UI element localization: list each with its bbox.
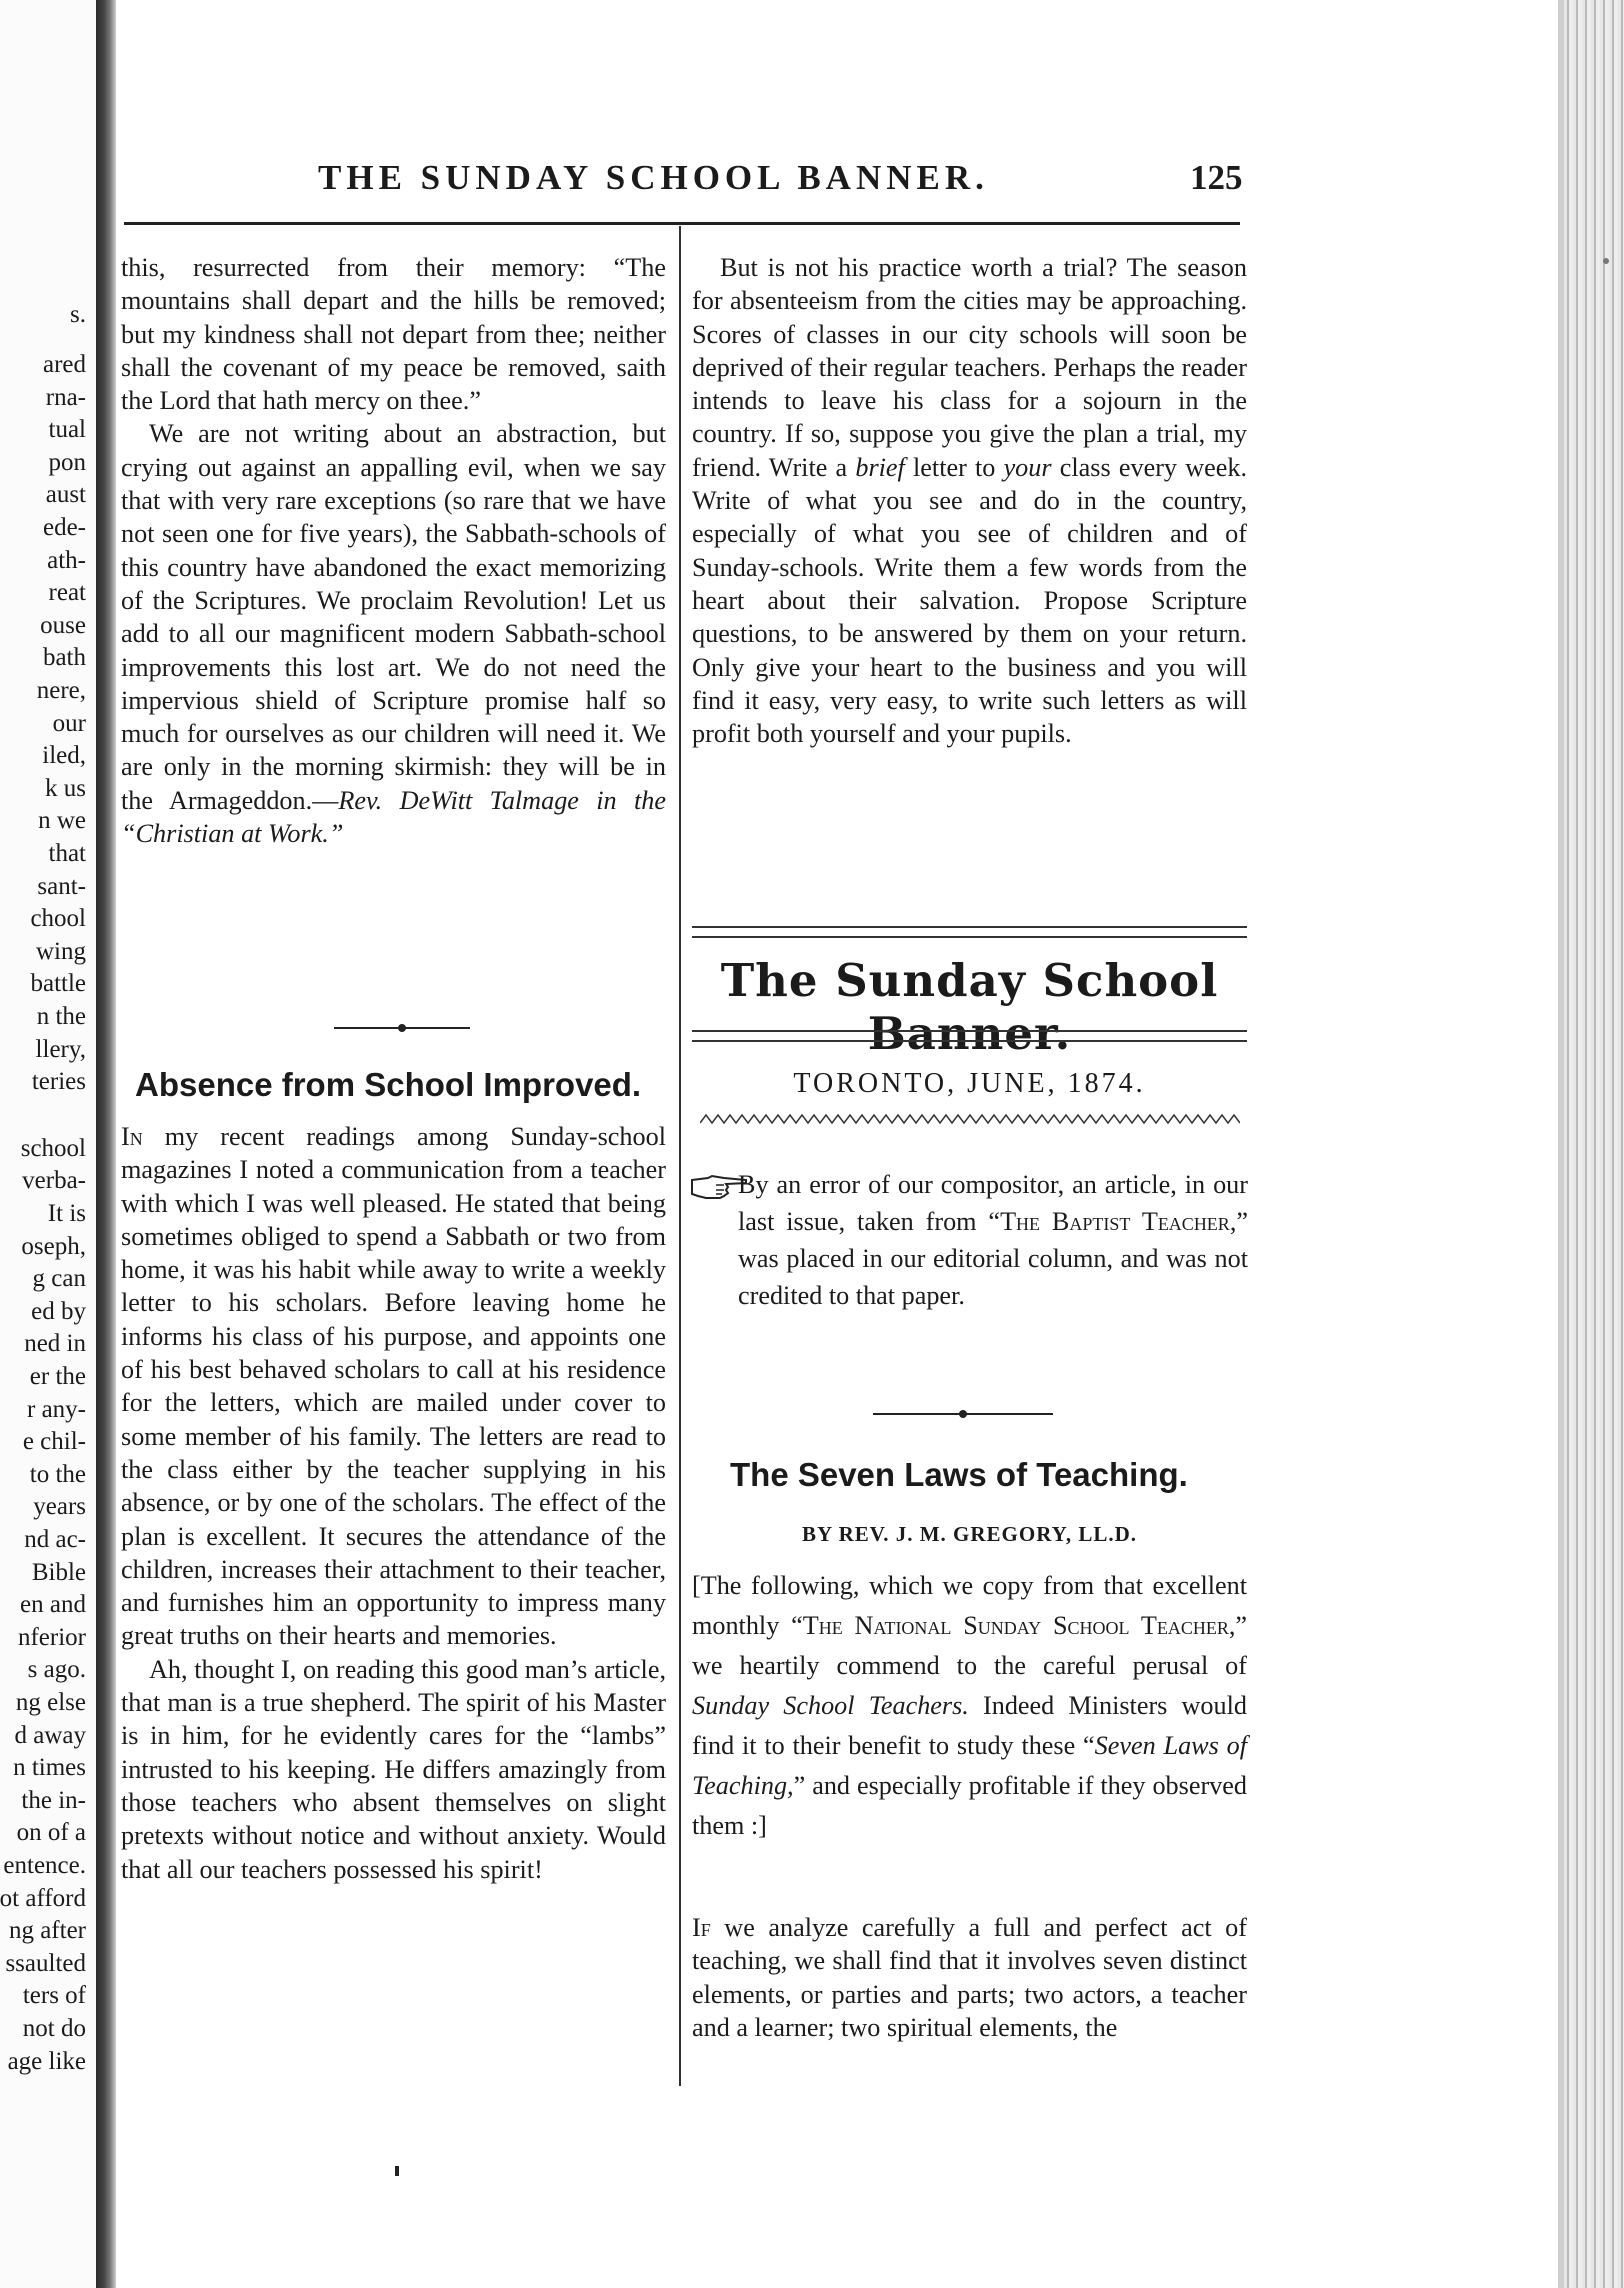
wavy-rule	[700, 1112, 1240, 1126]
facing-page-fragment: reat	[48, 579, 86, 607]
absence-section-title: Absence from School Improved.	[135, 1066, 642, 1103]
facing-page-fragment: sant-	[37, 872, 86, 900]
ink-speck	[395, 2166, 399, 2176]
facing-page-fragment: years	[33, 1493, 86, 1521]
facing-page-fragment: It is	[47, 1200, 86, 1227]
drop-initial: In	[121, 1122, 143, 1151]
practice-paragraph: But is not his practice worth a trial? The season for absenteeism from the cities may be approaching. Scores of classes in our city schools will soon be deprived of their regular teachers. Perhaps the reader intends to leave his class for a sojourn in the country. If so, suppose you give the plan a trial, my friend. Write a brief letter to your class every week. Write of what you see and do in the country, especially of what you see of children and of Sunday-schools. Write them a few words from the heart about their salvation. Propose Scripture questions, to be answered by them on your return. Only give your heart to the business and you will find it easy, very easy, to write such letters as will profit both yourself and your pupils.	[692, 253, 1247, 749]
facing-page-fragment: ath-	[47, 546, 86, 574]
facing-page-fragment: llery,	[35, 1035, 86, 1063]
facing-page-fragment: ng after	[8, 1917, 86, 1945]
masthead: The Sunday School Banner.	[720, 954, 1219, 1060]
facing-page-fragment: bath	[42, 644, 86, 672]
seven-laws-title: The Seven Laws of Teaching.	[730, 1456, 1188, 1493]
absence-paragraph-1: In my recent readings among Sunday-school magazines I noted a communication from a teacher with which I was well pleased. He stated that being sometimes obliged to spend a Sabbath or two from home, it was his habit while away to write a weekly letter to his scholars. Before leaving home he informs his class of his purpose, and appoints one of his best behaved scholars to call at his residence for the letters, which are mailed under cover to some member of his family. The letters are read to the class either by the teacher supplying in his absence, or by one of the scholars. The effect of the plan is excellent. It secures the attendance of the children, increases their attachment to their teacher, and furnishes him an opportunity to impress many great truths on their hearts and memories.	[121, 1122, 666, 1651]
facing-page-fragment: n the	[36, 1003, 86, 1030]
facing-page-fragment: teries	[31, 1068, 86, 1096]
facing-page-fragment: tual	[48, 416, 86, 444]
page-number: 125	[1190, 158, 1243, 197]
facing-page-fragment: ters of	[22, 1982, 86, 2010]
facing-page-fragment: ouse	[40, 611, 86, 639]
page-edges	[1564, 0, 1624, 2288]
facing-page-fragment: ned in	[24, 1330, 86, 1358]
section-divider	[334, 1023, 470, 1033]
facing-page-fragment: aust	[45, 481, 86, 509]
facing-page-fragment: ot afford	[0, 1884, 86, 1912]
facing-page-fragment: verba-	[22, 1167, 86, 1195]
facing-page-fragment: wing	[36, 937, 86, 965]
book-binding	[96, 0, 116, 2288]
byline: BY REV. J. M. GREGORY, LL.D.	[801, 1522, 1138, 1546]
facing-page-fragment: chool	[30, 905, 86, 933]
facing-page-fragment: n we	[38, 807, 86, 835]
continued-article	[121, 251, 666, 850]
facing-page-fragment: s ago.	[27, 1656, 86, 1684]
facing-page-fragment: not do	[22, 2015, 86, 2042]
continuation-paragraph: this, resurrected from their memory: “The mountains shall depart and the hills be removed; but my kindness shall not depart from thee; neither shall the covenant of my peace be removed, saith the Lord that hath mercy on thee.”	[121, 253, 666, 416]
facing-page-fragment: ssaulted	[5, 1949, 86, 1977]
facing-page-strip	[0, 0, 96, 2288]
editor-introduction: [The following, which we copy from that excellent monthly “The National Sunday School Teacher,” we heartily commend to the careful perusal of Sunday School Teachers. Indeed Ministers would find it to their benefit to study these “Seven Laws of Teaching,” and especially profitable if they observed them :]	[692, 1571, 1247, 1840]
absence-article	[121, 1120, 666, 1886]
facing-page-fragment: s.	[70, 301, 86, 328]
facing-page-fragment: nferior	[17, 1623, 86, 1651]
facing-page-fragment: d away	[14, 1721, 86, 1749]
ink-speck	[1603, 258, 1609, 264]
facing-page-fragment: en and	[20, 1591, 86, 1619]
dateline: TORONTO, JUNE, 1874.	[793, 1068, 1146, 1099]
facing-page-fragment: to the	[29, 1460, 86, 1488]
talmage-paragraph	[121, 417, 666, 850]
facing-page-fragment: pon	[48, 448, 86, 476]
absence-paragraph-2: Ah, thought I, on reading this good man’s article, that man is a true shepherd. The spirit of his Master is in him, for he evidently cares for the “lambs” intrusted to his keeping. He differs amazingly from those teachers who absent themselves on slight pretexts without notice and without anxiety. Would that all our teachers possessed his spirit!	[121, 1654, 666, 1884]
section-divider	[873, 1409, 1053, 1419]
facing-page-fragment: that	[48, 840, 86, 867]
running-header: THE SUNDAY SCHOOL BANNER.	[318, 158, 989, 197]
column-rule	[679, 226, 681, 2086]
talmage-text: We are not writing about an abstraction, but crying out against an appalling evil, when we say that with very rare exceptions (so rare that we have not seen one for five years), the Sabbath-schools of this country have abandoned the exact memorizing of the Scriptures. We proclaim Revolution! Let us add to all our magnificent modern Sabbath-school improvements this lost art. We do not need the impervious shield of Scripture promise half so much for ourselves as our children will need it. We are only in the morning skirmish: they will be in the Armageddon.—	[121, 419, 666, 815]
facing-page-fragment: iled,	[42, 742, 86, 770]
facing-page-fragment: n times	[13, 1754, 86, 1782]
masthead-rule-top	[692, 926, 1247, 938]
facing-page-fragment: Bible	[31, 1558, 86, 1586]
facing-page-fragment: rna-	[45, 383, 86, 411]
facing-page-fragment: ared	[42, 351, 86, 378]
facing-page-fragment: our	[52, 709, 86, 737]
masthead-rule-bottom	[692, 1030, 1247, 1042]
facing-page-fragment: g can	[32, 1265, 86, 1293]
facing-page-fragment: e chil-	[22, 1428, 86, 1456]
facing-page-fragment: k us	[45, 774, 86, 802]
facing-page-fragment: nere,	[36, 677, 86, 704]
facing-page-fragment: age like	[7, 2047, 86, 2075]
facing-page-fragment: the in-	[21, 1786, 86, 1814]
facing-page-fragment: nd ac-	[24, 1526, 86, 1553]
drop-initial: If	[692, 1913, 711, 1942]
seven-laws-opening: If we analyze carefully a full and perfect act of teaching, we shall find that it involves seven distinct elements, or parties and parts; two actors, a teacher and a learner; two spiritual elements, the	[692, 1913, 1247, 2042]
facing-page-fragment: ed by	[31, 1297, 86, 1325]
facing-page-fragment: r any-	[27, 1395, 86, 1423]
attribution: Rev. DeWitt Talmage in the “Christian at Work.”	[121, 785, 666, 849]
editorial-notice: By an error of our compositor, an article, in our last issue, taken from “The Baptist Teacher,” was placed in our editorial column, and was not credited to that paper.	[738, 1170, 1248, 1310]
facing-page-fragment: oseph,	[21, 1232, 86, 1260]
absence-article-continued	[692, 251, 1247, 750]
facing-page-fragment: er the	[29, 1363, 86, 1390]
facing-page-fragment: on of a	[16, 1819, 86, 1847]
header-rule	[124, 222, 1240, 225]
facing-page-fragment: entence.	[3, 1852, 86, 1879]
facing-page-fragment: ng else	[15, 1689, 86, 1716]
facing-page-fragment: school	[20, 1134, 86, 1162]
facing-page-fragment: ede-	[42, 514, 86, 541]
facing-page-fragment: battle	[30, 970, 86, 998]
